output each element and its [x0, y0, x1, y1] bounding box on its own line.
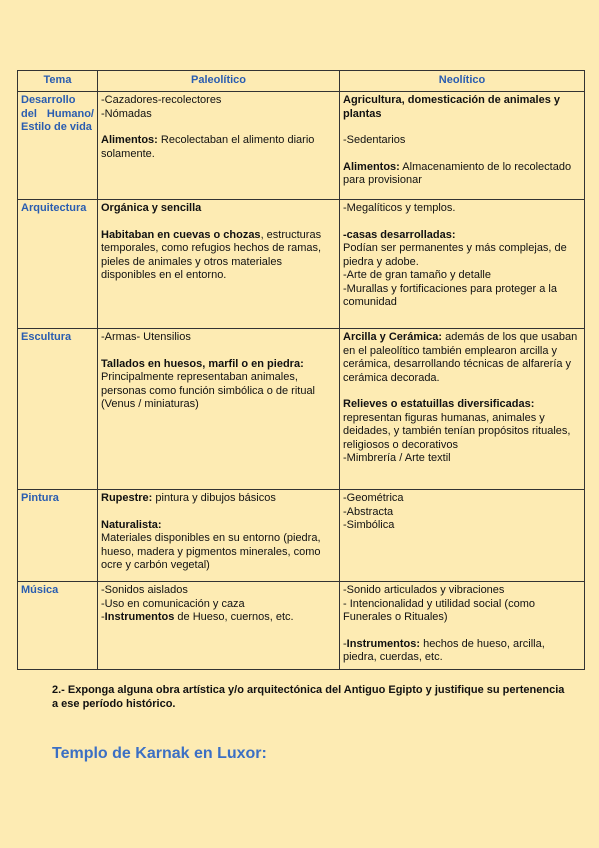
header-tema: Tema [18, 71, 98, 92]
bold-text: -casas desarrolladas: [343, 228, 456, 241]
row-topic: Escultura [18, 329, 98, 490]
neolitico-cell [340, 490, 585, 582]
cell-line [343, 598, 581, 625]
cell-line [101, 519, 336, 533]
cell-line [343, 412, 581, 453]
comparison-table [17, 70, 585, 670]
cell-line [343, 398, 581, 412]
spacer [101, 345, 336, 358]
plain-text: , estructuras temporales, como refugios hechos de ramas, pieles de animales y otros materiales disponibles en el entorno. [101, 228, 322, 281]
cell-line [343, 94, 581, 121]
cell-line [343, 229, 581, 243]
plain-text: Principalmente representaban animales, personas como función simbólica o de ritual (Venus / miniaturas) [101, 371, 316, 410]
cell-line [343, 506, 581, 520]
paleolitico-cell [98, 329, 340, 490]
paleolitico-cell [98, 582, 340, 670]
bold-text: Instrumentos [104, 611, 175, 623]
plain-text: -Sonido articulados y vibraciones [343, 584, 505, 596]
plain-text: -Sonidos aislados [101, 584, 188, 596]
cell-line [101, 532, 336, 573]
paleolitico-cell [98, 92, 340, 200]
plain-text: -Geométrica [343, 492, 404, 504]
neolitico-cell [340, 92, 585, 200]
cell-line [101, 492, 336, 506]
neolitico-cell [340, 200, 585, 329]
cell-line [101, 108, 336, 122]
line-prefix: - [343, 637, 347, 650]
spacer [343, 148, 581, 161]
plain-text: -Murallas y fortificaciones para proteger a la comunidad [343, 282, 557, 308]
header-neolitico: Neolítico [340, 71, 585, 92]
spacer [343, 121, 581, 134]
plain-text: además de los que usaban en el paleolítico también emplearon arcilla y cerámica, desarrollando técnicas de alfarería y cerámica decorada. [343, 331, 578, 384]
spacer [343, 216, 581, 229]
cell-line [343, 242, 581, 269]
plain-text: de Hueso, cuernos, etc. [174, 611, 294, 623]
plain-text: -Simbólica [343, 519, 395, 531]
cell-line [101, 611, 336, 625]
plain-text: Materiales disponibles en su entorno (piedra, hueso, madera y pigmentos minerales, como ocre y carbón vegetal) [101, 532, 321, 571]
section-heading: Templo de Karnak en Luxor: [52, 745, 267, 762]
plain-text: Almacenamiento de lo recolectado para provisionar [343, 160, 572, 186]
cell-line [343, 161, 581, 188]
row-topic: Arquitectura [18, 200, 98, 329]
line-prefix: - [101, 611, 105, 623]
plain-text: Podían ser permanentes y más complejas, de piedra y adobe. [343, 242, 567, 268]
table-row [18, 582, 585, 670]
bold-text: Habitaban en cuevas o chozas [101, 228, 261, 241]
plain-text: -Abstracta [343, 505, 394, 518]
table-row [18, 490, 585, 582]
cell-line [101, 371, 336, 412]
cell-line [101, 94, 336, 108]
cell-line [343, 584, 581, 598]
header-paleolitico: Paleolítico [98, 71, 340, 92]
plain-text: -Sedentarios [343, 134, 406, 146]
bold-text: Alimentos: [343, 160, 400, 173]
row-topic: Música [18, 582, 98, 670]
plain-text: -Uso en comunicación y caza [101, 597, 245, 610]
spacer [101, 216, 336, 229]
table-row [18, 92, 585, 200]
cell-line [343, 269, 581, 283]
question-text: 2.- Exponga alguna obra artística y/o arquitectónica del Antiguo Egipto y justifique su pertenencia a ese período histórico. [52, 684, 565, 710]
bold-text: Orgánica y sencilla [101, 202, 202, 214]
cell-line [101, 331, 336, 345]
cell-line [101, 229, 336, 283]
cell-line [343, 331, 581, 385]
neolitico-cell [340, 582, 585, 670]
cell-line [343, 492, 581, 506]
plain-text: -Cazadores-recolectores [101, 94, 222, 106]
cell-line [343, 134, 581, 148]
cell-line [343, 452, 581, 466]
plain-text: -Nómadas [101, 107, 152, 120]
bold-text: Tallados en huesos, marfil o en piedra: [101, 357, 304, 370]
cell-line [343, 638, 581, 665]
plain-text: hechos de hueso, arcilla, piedra, cuerdas, etc. [343, 637, 545, 663]
plain-text: -Megalíticos y templos. [343, 202, 456, 214]
bold-text: Instrumentos: [346, 637, 421, 650]
paleolitico-cell [98, 200, 340, 329]
bold-text: Naturalista: [101, 518, 162, 531]
cell-line [343, 202, 581, 216]
plain-text: -Arte de gran tamaño y detalle [343, 269, 491, 281]
cell-line [343, 519, 581, 533]
bold-text: Rupestre: [101, 492, 153, 504]
plain-text: - Intencionalidad y utilidad social (como Funerales o Rituales) [343, 597, 535, 623]
plain-text: -Armas- Utensilios [101, 331, 191, 343]
plain-text: pintura y dibujos básicos [152, 492, 276, 504]
bold-text: Relieves o estatuillas diversificadas: [343, 398, 535, 410]
cell-line [101, 358, 336, 372]
spacer [101, 121, 336, 134]
spacer [343, 625, 581, 638]
cell-line [101, 598, 336, 612]
plain-text: Recolectaban el alimento diario solamente. [101, 134, 315, 160]
plain-text: -Mimbrería / Arte textil [343, 452, 451, 464]
cell-line [101, 134, 336, 161]
cell-line [101, 202, 336, 216]
plain-text: representan figuras humanas, animales y deidades, y también tenían propósitos rituales, religiosos o decorativos [343, 411, 571, 451]
table-row [18, 329, 585, 490]
bold-text: Arcilla y Cerámica: [343, 331, 443, 343]
bold-text: Alimentos: [101, 134, 158, 146]
row-topic: Pintura [18, 490, 98, 582]
table-header-row [18, 71, 585, 92]
table-row [18, 200, 585, 329]
neolitico-cell [340, 329, 585, 490]
cell-line [343, 283, 581, 310]
bold-text: Agricultura, domesticación de animales y plantas [343, 94, 561, 120]
cell-line [101, 584, 336, 598]
spacer [101, 506, 336, 519]
row-topic: Desarrollo del Humano/ Estilo de vida [18, 92, 98, 200]
spacer [343, 385, 581, 398]
paleolitico-cell [98, 490, 340, 582]
